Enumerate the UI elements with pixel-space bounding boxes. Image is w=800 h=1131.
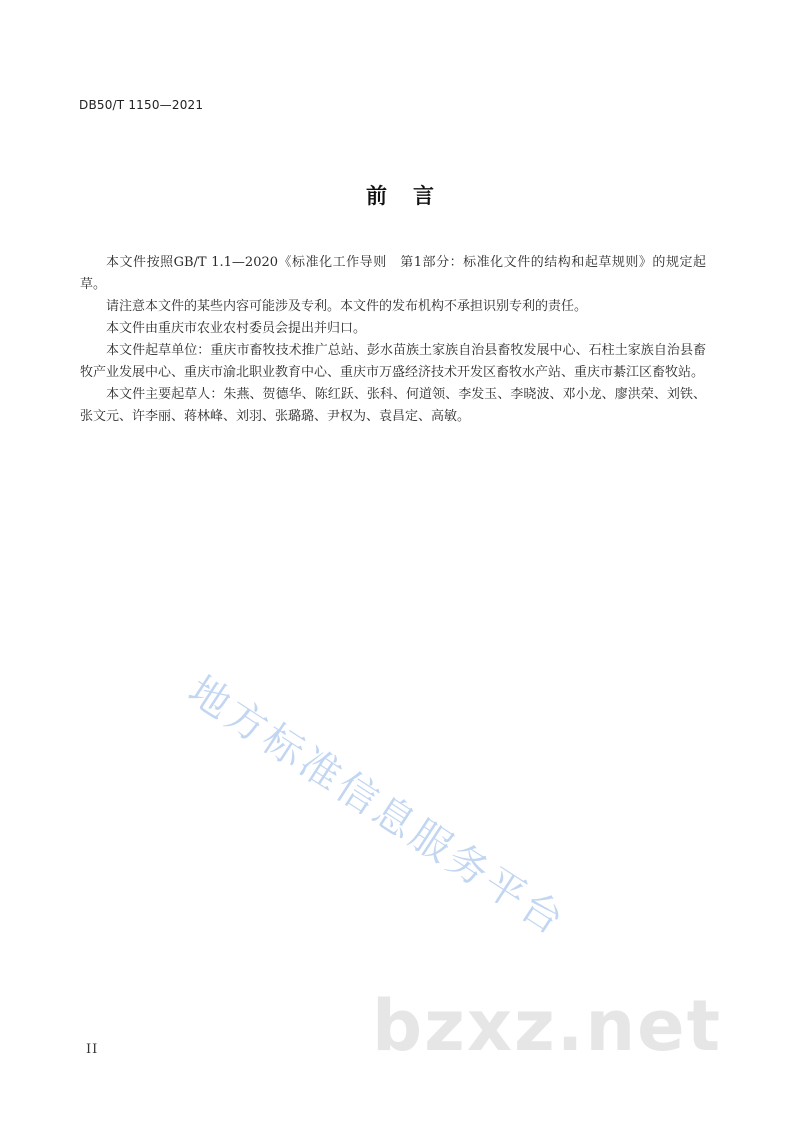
foreword-body (80, 252, 706, 428)
paragraph-drafters: 本文件主要起草人：朱燕、贺德华、陈红跃、张科、何道领、李发玉、李晓波、邓小龙、廖洪荣、刘铁、张文元、许李丽、蒋林峰、刘羽、张璐璐、尹权为、袁昌定、高敏。 (80, 387, 706, 424)
page-number: II (86, 1042, 99, 1057)
document-code: DB50/T 1150—2021 (79, 98, 204, 112)
platform-watermark: 地方标准信息服务平台 (180, 667, 575, 946)
section-title: 前言 (366, 184, 460, 208)
paragraph-drafting-basis: 本文件按照GB/T 1.1—2020《标准化工作导则 第1部分：标准化文件的结构和起草规则》的规定起草。 (80, 255, 706, 292)
paragraph-patent-notice: 请注意本文件的某些内容可能涉及专利。本文件的发布机构不承担识别专利的责任。 (106, 299, 588, 314)
paragraph-proposer: 本文件由重庆市农业农村委员会提出并归口。 (106, 321, 367, 336)
paragraph-drafting-units: 本文件起草单位：重庆市畜牧技术推广总站、彭水苗族土家族自治县畜牧发展中心、石柱土家族自治县畜牧产业发展中心、重庆市渝北职业教育中心、重庆市万盛经济技术开发区畜牧水产站、重庆市綦江区畜牧站。 (80, 343, 706, 380)
site-watermark: bzxz.net (372, 985, 723, 1067)
